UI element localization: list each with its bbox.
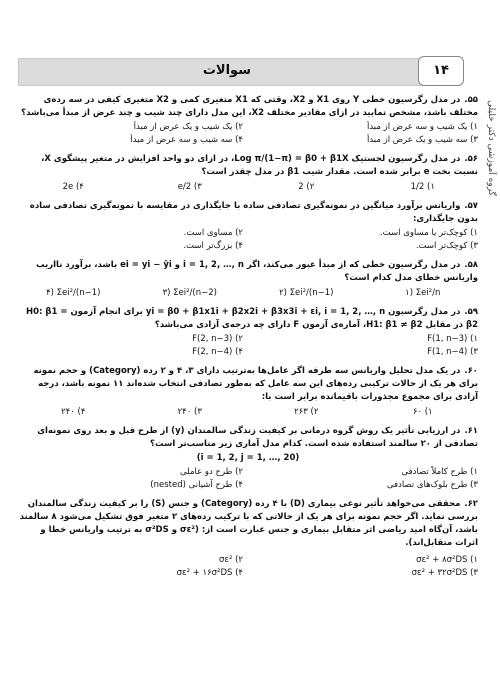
question-text: در مدل رگرسیون yi = β0 + β1x1i + β2x2i + β3x3i + εi, i = 1, 2, …, n برای انجام آزمون H0: β1 = β2 در مقابل H1: β1 ≠ β2، آماره‌ی آزمون F دارای چه درجه‌ی آزادی می‌باشد؟ [26,307,478,330]
question-text: در یک مدل تحلیل واریانس سه طرفه اگر عامل‌ها به‌ترتیب دارای ۳، ۴ و ۲ رده (Category) و حجم نمونه برای هر یک از حالات ترکیبی رده‌های این سه عامل که به‌طور تصادفی انتخاب شده‌اند ۱۱ نمونه باشد، درجه آزادی برای مجموع مجذورات باقیمانده برابر است با: [33,366,478,402]
option-3[interactable]: ۳) کوچک‌تر است. [415,241,478,251]
question-number: ۵۸. [464,260,478,270]
option-2[interactable]: ۲) ۲۶۳ [294,407,319,417]
section-title: سوالات [202,63,251,78]
option-1[interactable]: ۱) F(1, n−3) [427,334,478,344]
option-3[interactable]: ۳) Σei²/(n−2) [162,288,217,298]
question-60 [18,365,478,419]
option-3[interactable]: ۳) ۲۴۰ [177,407,202,417]
question-text: در مدل رگرسیون خطی که از مبدأ عبور می‌کند، اگر i = 1, 2, …, n و ei = yi − ŷi باشد، برآورد نااریب واریانس خطای مدل کدام است؟ [36,260,478,283]
option-2[interactable]: ۲) یک شیب و یک عرض از مبدأ [133,122,243,132]
page-number: ۱۴ [418,56,464,86]
option-3[interactable]: ۳) F(1, n−4) [427,347,478,357]
page-header [18,58,422,86]
option-1[interactable]: ۱) Σei²/n [405,288,441,298]
option-4[interactable]: ۴) سه شیب و سه عرض از مبدأ [130,135,243,145]
question-number: ۵۶. [464,154,478,164]
option-4[interactable]: ۴) طرح آشیانی (nested) [150,480,243,490]
question-text: در مدل رگرسیون لجستیک Log π/(1−π) = β0 + β1X، در ازای دو واحد افزایش در متغیر پیشگوی X، نسبت بخت e برابر شده است. مقدار شیب β1 در مدل چقدر است؟ [41,154,478,177]
options [18,466,478,492]
question-59 [18,306,478,359]
question-57 [18,200,478,253]
question-number: ۶۲. [464,499,478,509]
option-1[interactable]: ۱) کوچک‌تر یا مساوی است. [379,228,478,238]
options [18,333,478,359]
question-55 [18,94,478,147]
option-4[interactable]: ۴) بزرگ‌تر است. [183,241,243,251]
option-3[interactable]: ۳) e/2 [177,182,202,192]
question-number: ۶۰. [464,366,478,376]
question-number: ۵۹. [464,307,478,317]
option-3[interactable]: ۳) σε² + ۳۲σ²DS [411,568,478,578]
options [18,121,478,147]
question-text: واریانس برآورد میانگین در نمونه‌گیری تصادفی ساده با جایگذاری در مقایسه با نمونه‌گیری تصادفی ساده بدون جایگذاری: [29,201,478,224]
option-1[interactable]: ۱) 1/2 [410,182,435,192]
question-text: در مدل رگرسیون خطی Y روی X1 و X2، وقتی که X1 متغیری کمی و X2 متغیری کیفی در سه رده‌ی مختلف باشد، مشخص نمایید در ازای مقادیر مختلف X2، این مدل دارای چند شیب و چند عرض از مبدأ می‌باشد؟ [21,95,478,118]
option-2[interactable]: ۲) σε² [219,555,243,565]
option-3[interactable]: ۳) طرح بلوک‌های تصادفی [386,480,478,490]
question-number: ۵۵. [464,95,478,105]
option-2[interactable]: ۲) F(2, n−3) [192,334,243,344]
question-text: محققی می‌خواهد تأثیر نوعی بیماری (D) با ۴ رده (Category) و جنس (S) را بر کیفیت زندگی سالمندان بررسی نماید. اگر حجم نمونه برای هر یک از حالاتی که با ترکیب رده‌های ۲ متغیر فوق تشکیل می‌شود ۸ سالمند باشد، آن‌گاه امید ریاضی اثر متقابل بیماری و جنس عبارت است از: (σε² و σ²DS به ترتیب واریانس خطا و اثرات متقابل‌اند). [19,499,478,548]
index-range: (i = 1, 2, j = 1, …, 20) [196,453,300,463]
option-3[interactable]: ۳) سه شیب و یک عرض از مبدأ [366,135,478,145]
option-4[interactable]: ۴) F(2, n−4) [192,347,243,357]
options [18,406,478,419]
option-2[interactable]: ۲) مساوی است. [183,228,243,238]
option-4[interactable]: ۴) σε² + ۱۶σ²DS [176,568,243,578]
question-text: در ارزیابی تأثیر یک روش گروه درمانی بر کیفیت زندگی سالمندان (y) از طرح قبل و بعد روی نمونه‌ای تصادفی از ۲۰ سالمند استفاده شده است. کدام مدل آماری زیر مناسب‌تر است؟ [37,426,478,449]
options [18,181,478,194]
option-4[interactable]: ۴) ۲۴۰ [61,407,86,417]
option-2[interactable]: ۲) Σei²/(n−1) [279,288,334,298]
option-4[interactable]: ۴) Σei²/(n−1) [46,288,101,298]
question-list [18,94,478,586]
options [18,287,478,300]
question-58 [18,259,478,300]
question-61 [18,425,478,492]
option-2[interactable]: ۲) 2 [298,182,315,192]
question-number: ۵۷. [464,201,478,211]
option-1[interactable]: ۱) ۶۰ [412,407,433,417]
question-number: ۶۱. [464,426,478,436]
side-label: گروه آموزشی دکتر خلیلی [486,100,496,196]
option-1[interactable]: ۱) طرح کاملاً تصادفی [401,467,478,477]
question-62 [18,498,478,580]
option-1[interactable]: ۱) یک شیب و سه عرض از مبدأ [366,122,478,132]
question-56 [18,153,478,194]
options [18,554,478,580]
option-2[interactable]: ۲) طرح دو عاملی [180,467,243,477]
option-1[interactable]: ۱) σε² + ۸σ²DS [416,555,478,565]
option-4[interactable]: ۴) 2e [62,182,84,192]
options [18,227,478,253]
